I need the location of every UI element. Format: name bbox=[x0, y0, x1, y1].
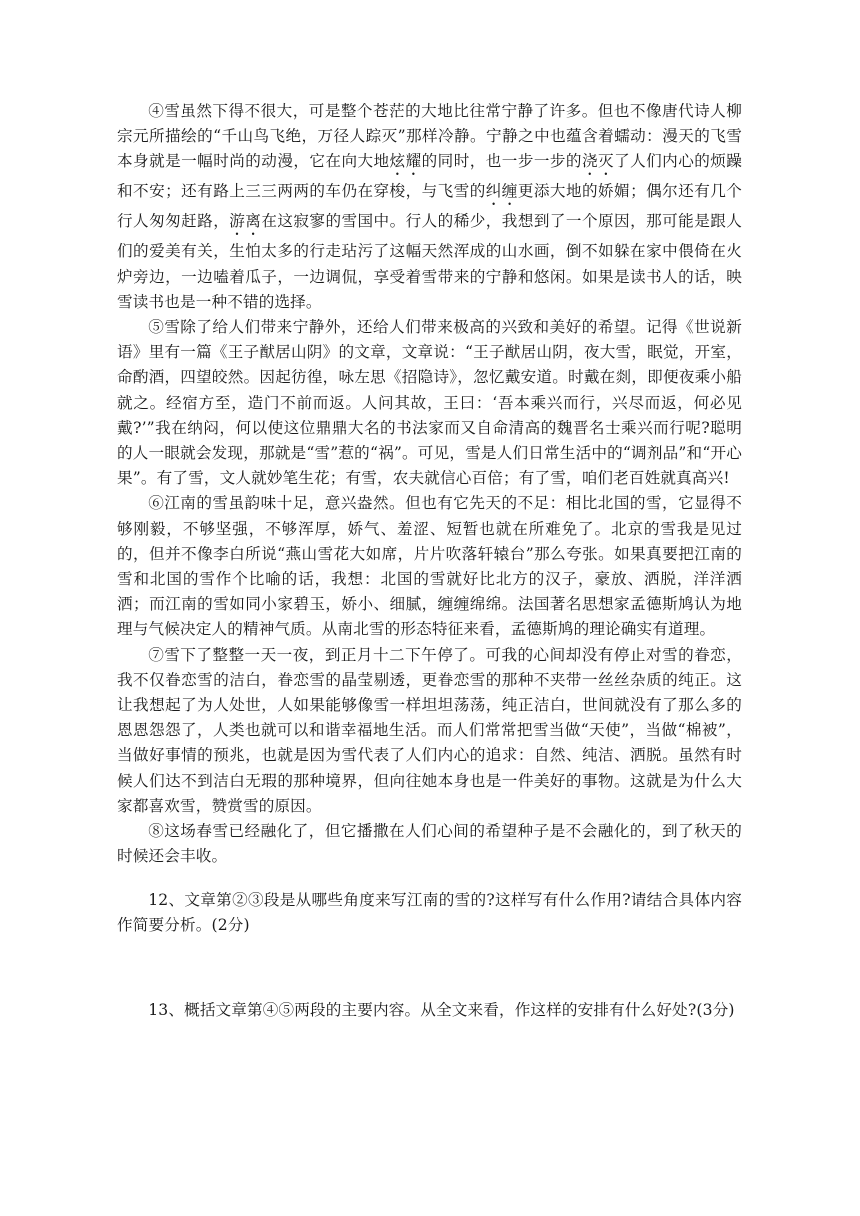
emphasis-char: 灭 bbox=[598, 152, 615, 171]
paragraph-5: ⑤雪除了给人们带来宁静外，还给人们带来极高的兴致和美好的希望。记得《世说新语》里有一篇《王子猷居山阴》的文章，文章说：“王子猷居山阴，夜大雪，眠觉，开室，命酌酒，四望皎然。因起彷徨，咏左思《招隐诗》，忽忆戴安道。时戴在剡，即便夜乘小船就之。经宿方至，造门不前而返。人问其故，王曰：‘吾本乘兴而行，兴尽而返，何必见戴?’”我在纳闷，何以使这位鼎鼎大名的书法家而又自命清高的魏晋名士乘兴而行呢?聪明的人一眼就会发现，那就是“雪”惹的“祸”。可见，雪是人们日常生活中的“调剂品”和“开心果”。有了雪，文人就妙笔生花；有雪，农夫就信心百倍；有了雪，咱们老百姓就真高兴! bbox=[117, 318, 742, 488]
emphasis-char: 离 bbox=[245, 212, 262, 231]
paragraph-7: ⑦雪下了整整一天一夜，到正月十二下午停了。可我的心间却没有停止对雪的眷恋，我不仅眷恋雪的洁白，眷恋雪的晶莹剔透，更眷恋雪的那种不夹带一丝丝杂质的纯正。这让我想起了为人处世，人如果能够像雪一样坦坦荡荡，纯正洁白，世间就没有了那么多的恩恩怨怨了，人类也就可以和谐幸福地生活。而人们常常把雪当做“天使”，当做“棉被”，当做好事情的预兆，也就是因为雪代表了人们内心的追求：自然、纯洁、洒脱。虽然有时候人们达不到洁白无瑕的那种境界，但向往她本身也是一件美好的事物。这就是为什么大家都喜欢雪，赞赏雪的原因。 bbox=[117, 645, 742, 815]
paragraph-4-text-c: 了人们内心的烦躁和不安；还有路上三三两两的车仍在穿梭，与飞雪的 bbox=[117, 152, 743, 201]
paragraph-4 bbox=[117, 99, 742, 315]
article-body bbox=[117, 99, 743, 1019]
paragraph-4-text-d: 更添大地的娇媚；偶尔还有几个行人匆匆赶路， bbox=[117, 182, 743, 231]
emphasis-char: 浇 bbox=[581, 152, 599, 171]
paragraph-8: ⑧这场春雪已经融化了，但它播撒在人们心间的希望种子是不会融化的，到了秋天的时候还会丰收。 bbox=[117, 822, 742, 866]
emphasis-char: 缠 bbox=[501, 182, 518, 201]
question-12: 12、文章第②③段是从哪些角度来写江南的雪的?这样写有什么作用?请结合具体内容作简要分析。(2分) bbox=[117, 891, 742, 935]
emphasis-char: 炫 bbox=[389, 152, 406, 171]
paragraph-4-text-e: 在这寂寥的雪国中。行人的稀少，我想到了一个原因，那可能是跟人们的爱美有关，生怕太多的行走玷污了这幅天然浑成的山水画，倒不如躲在家中偎倚在火炉旁边，一边嗑着瓜子，一边调侃，享受着雪带来的宁静和悠闲。如果是读书人的话，映雪读书也是一种不错的选择。 bbox=[117, 212, 742, 311]
emphasis-char: 耀 bbox=[405, 152, 422, 171]
emphasis-char: 纠 bbox=[485, 182, 502, 201]
emphasis-char: 游 bbox=[229, 212, 246, 231]
paragraph-6: ⑥江南的雪虽韵味十足，意兴盎然。但也有它先天的不足：相比北国的雪，它显得不够刚毅，不够坚强，不够浑厚，娇气、羞涩、短暂也就在所难免了。北京的雪我是见过的，但并不像李白所说“燕山雪花大如席，片片吹落轩辕台”那么夸张。如果真要把江南的雪和北国的雪作个比喻的话，我想：北国的雪就好比北方的汉子，豪放、洒脱，洋洋洒洒；而江南的雪如同小家碧玉，娇小、细腻，缠缠绵绵。法国著名思想家孟德斯鸠认为地理与气候决定人的精神气质。从南北雪的形态特征来看，孟德斯鸠的理论确实有道理。 bbox=[117, 494, 742, 639]
question-13: 13、概括文章第④⑤两段的主要内容。从全文来看，作这样的安排有什么好处?(3分) bbox=[148, 1001, 735, 1019]
paragraph-4-text-b: 的同时，也一步一步的 bbox=[421, 152, 582, 171]
paragraph-4-text-a: ④雪虽然下得不很大，可是整个苍茫的大地比往常宁静了许多。但也不像唐代诗人柳宗元所描绘的“千山鸟飞绝，万径人踪灭”那样冷静。宁静之中也蕴含着蠕动：漫天的飞雪本身就是一幅时尚的动漫，它在向大地 bbox=[117, 102, 742, 171]
